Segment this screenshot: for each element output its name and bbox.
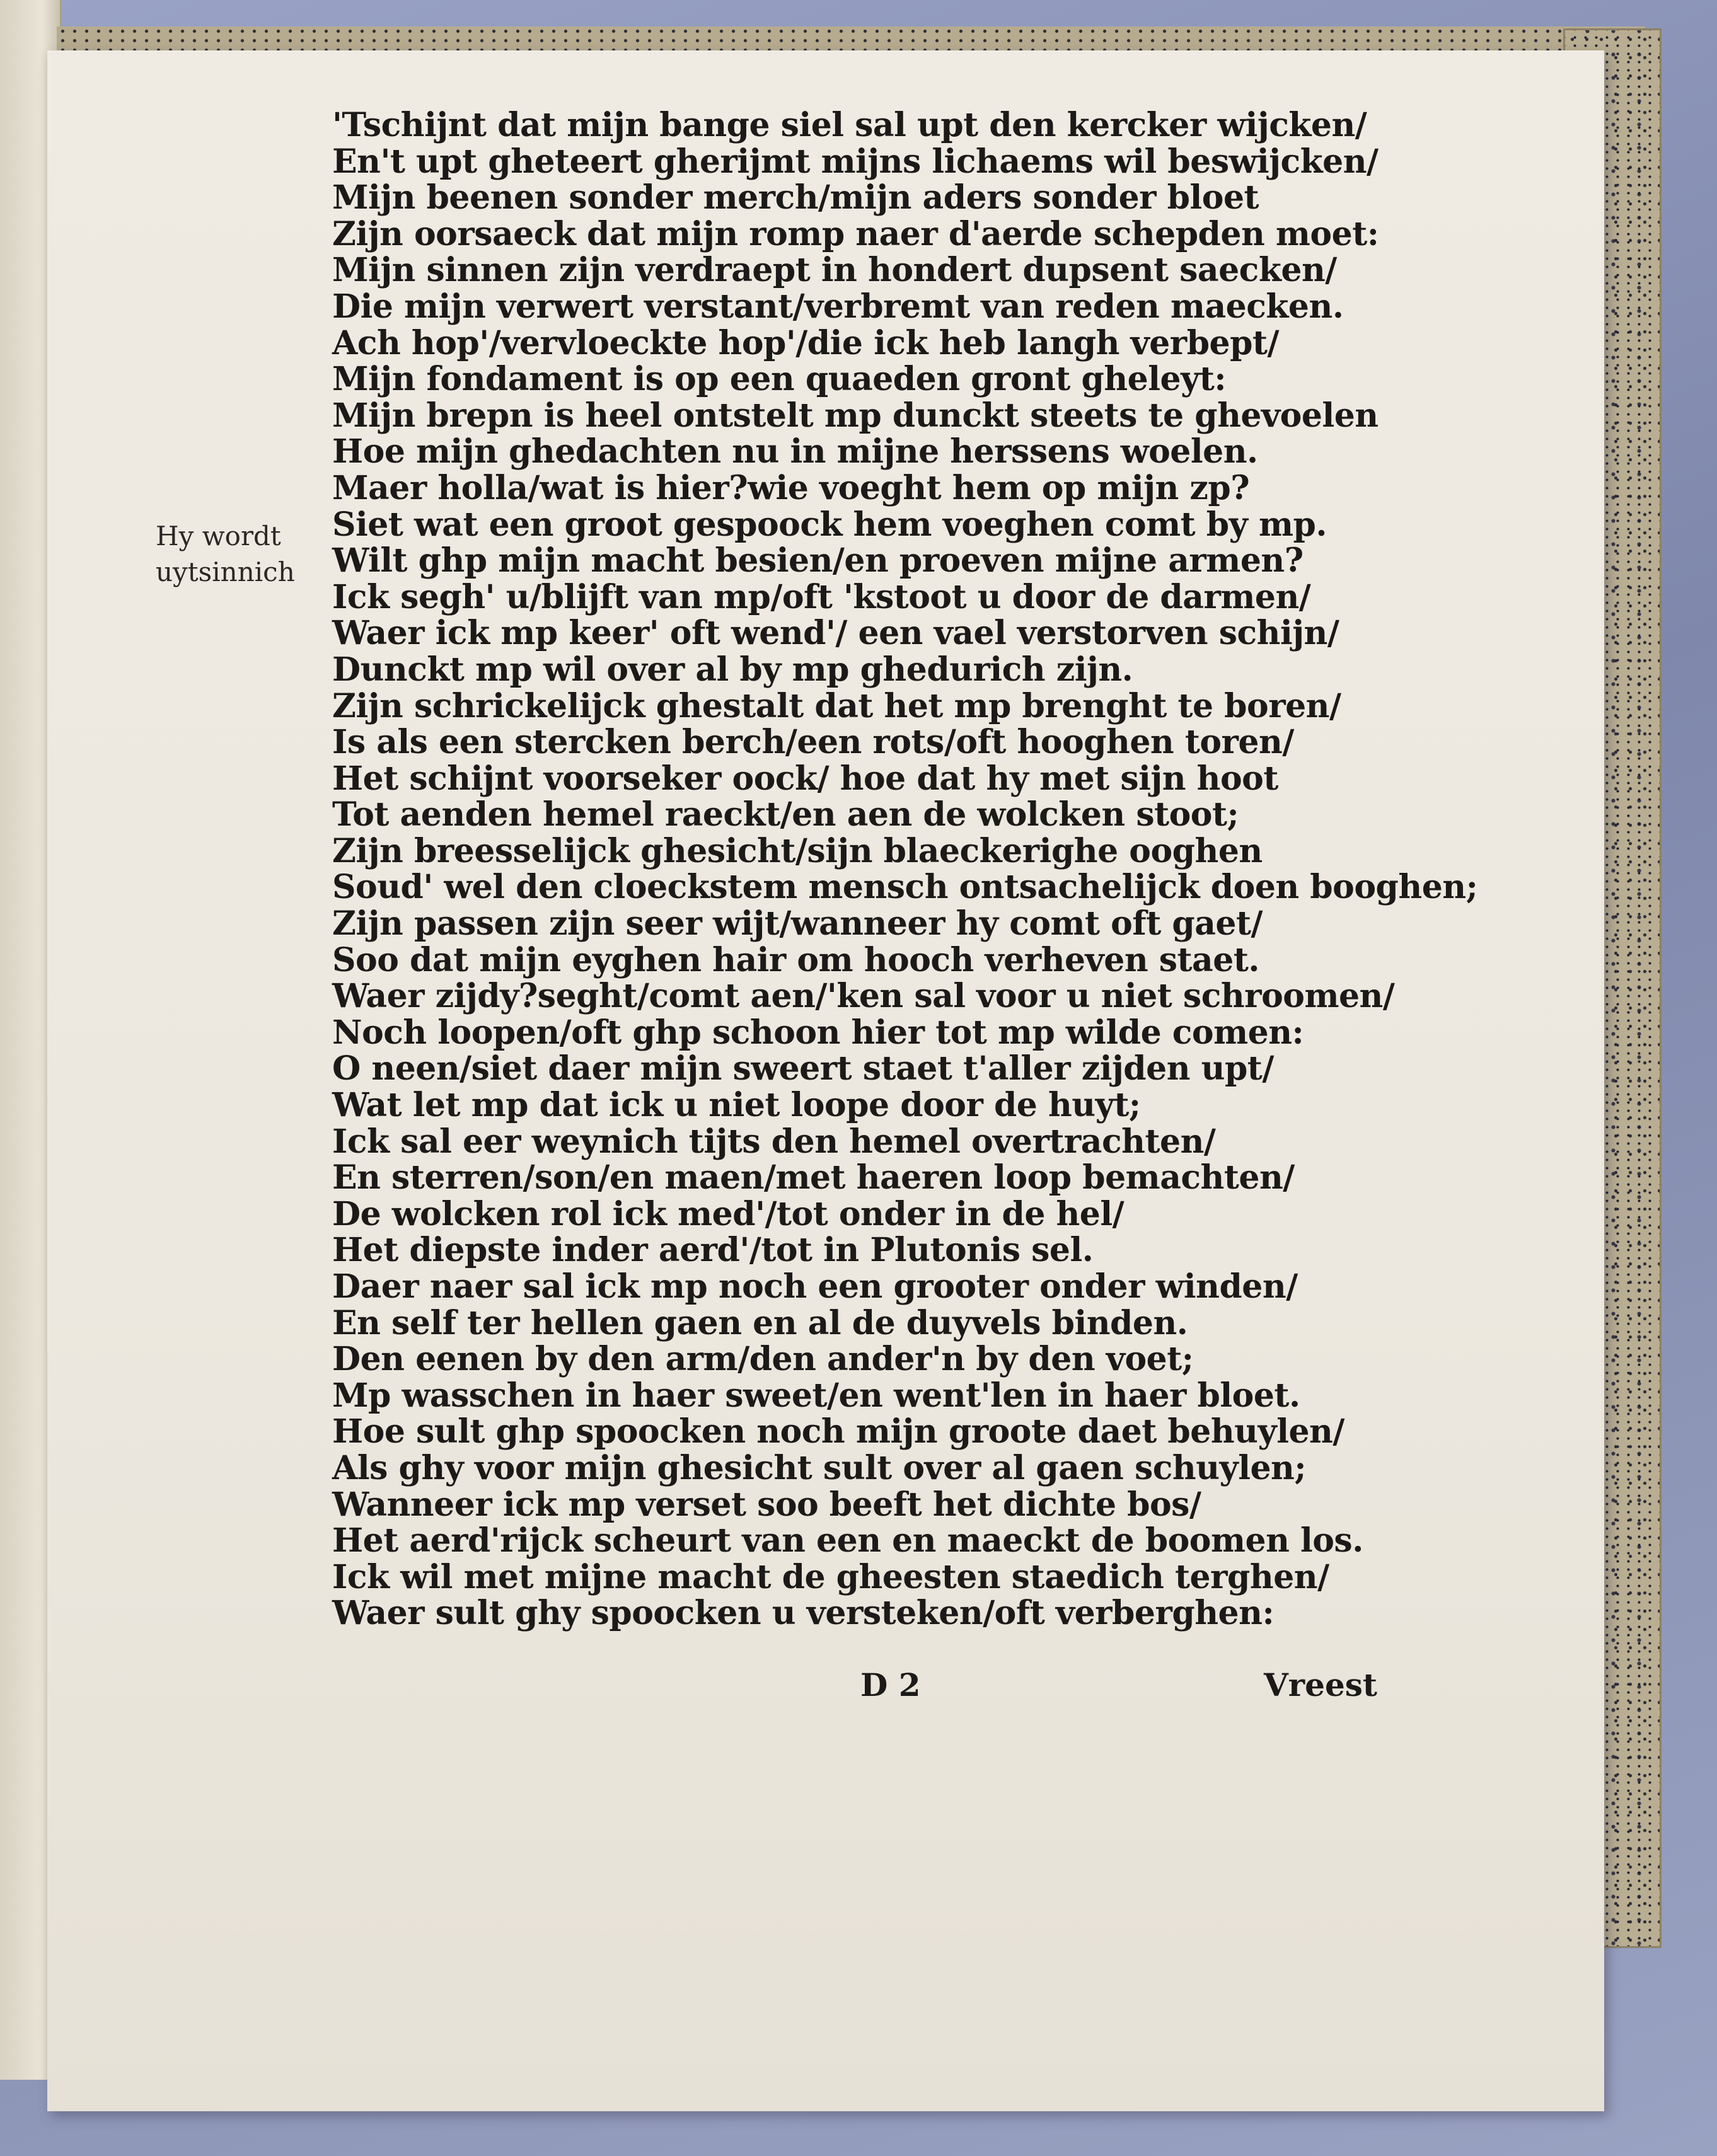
verse-line: Den eenen by den arm/den ander'n by den voet; xyxy=(332,1340,1194,1379)
verse-line: Ach hop'/vervloeckte hop'/die ick heb langh verbept/ xyxy=(332,323,1280,362)
marginal-note-line-2: uytsinnich xyxy=(156,556,295,587)
verse-line: Als ghy voor mijn ghesicht sult over al gaen schuylen; xyxy=(332,1448,1307,1487)
marginal-note xyxy=(156,518,295,590)
verse-line: Zijn breesselijck ghesicht/sijn blaeckerighe ooghen xyxy=(332,831,1263,870)
verse-line: Daer naer sal ick mp noch een grooter onder winden/ xyxy=(332,1267,1298,1306)
verse-line: Mijn brepn is heel ontstelt mp dunckt steets te ghevoelen xyxy=(332,396,1379,435)
verse-line: Ick sal eer weynich tijts den hemel overtrachten/ xyxy=(332,1122,1216,1161)
verse-block xyxy=(332,106,1478,1633)
verse-line: Wilt ghp mijn macht besien/en proeven mijne armen? xyxy=(332,541,1304,580)
verse-line: Mijn sinnen zijn verdraept in hondert dupsent saecken/ xyxy=(332,251,1337,290)
verse-line: En't upt gheteert gherijmt mijns lichaems wil beswijcken/ xyxy=(332,142,1379,181)
verse-line: Is als een stercken berch/een rots/oft hooghen toren/ xyxy=(332,723,1294,762)
verse-line: Dunckt mp wil over al by mp ghedurich zijn. xyxy=(332,650,1133,689)
book-page xyxy=(47,50,1604,2111)
verse-line: Waer zijdy?seght/comt aen/'ken sal voor u niet schroomen/ xyxy=(332,977,1395,1016)
verse-line: Noch loopen/oft ghp schoon hier tot mp wilde comen: xyxy=(332,1013,1304,1052)
verse-line: Zijn schrickelijck ghestalt dat het mp brenght te boren/ xyxy=(332,686,1341,725)
verse-line: En self ter hellen gaen en al de duyvels binden. xyxy=(332,1303,1188,1342)
verse-line: Wat let mp dat ick u niet loope door de huyt; xyxy=(332,1086,1141,1125)
verse-line: Soud' wel den cloeckstem mensch ontsachelijck doen booghen; xyxy=(332,868,1478,907)
verse-line: Hoe sult ghp spoocken noch mijn groote daet behuylen/ xyxy=(332,1412,1344,1451)
verse-line: Het aerd'rijck scheurt van een en maeckt de boomen los. xyxy=(332,1521,1363,1560)
verse-line: Mijn beenen sonder merch/mijn aders sonder bloet xyxy=(332,178,1259,217)
verse-line: Zijn oorsaeck dat mijn romp naer d'aerde schepden moet: xyxy=(332,214,1379,253)
verse-line: De wolcken rol ick med'/tot onder in de hel/ xyxy=(332,1194,1124,1233)
verse-line: Waer ick mp keer' oft wend'/ een vael verstorven schijn/ xyxy=(332,614,1339,653)
verse-line: Die mijn verwert verstant/verbremt van reden maecken. xyxy=(332,287,1344,326)
verse-line: Ick wil met mijne macht de gheesten staedich terghen/ xyxy=(332,1557,1329,1596)
verse-line: Ick segh' u/blijft van mp/oft 'kstoot u door de darmen/ xyxy=(332,577,1311,616)
verse-line: 'Tschijnt dat mijn bange siel sal upt den kercker wijcken/ xyxy=(332,106,1367,144)
verse-line: Wanneer ick mp verset soo beeft het dichte bos/ xyxy=(332,1485,1201,1524)
marginal-note-line-1: Hy wordt xyxy=(156,521,281,551)
verse-line: Het schijnt voorseker oock/ hoe dat hy met sijn hoot xyxy=(332,759,1278,798)
verse-line: Het diepste inder aerd'/tot in Plutonis sel. xyxy=(332,1231,1094,1270)
verse-line: Soo dat mijn eyghen hair om hooch verheven staet. xyxy=(332,940,1259,979)
verse-line: Hoe mijn ghedachten nu in mijne herssens woelen. xyxy=(332,432,1258,471)
verse-line: Tot aenden hemel raeckt/en aen de wolcken stoot; xyxy=(332,795,1239,834)
catchword: Vreest xyxy=(1264,1666,1378,1703)
verse-line: Siet wat een groot gespoock hem voeghen comt by mp. xyxy=(332,505,1327,544)
verse-line: Mp wasschen in haer sweet/en went'len in haer bloet. xyxy=(332,1376,1300,1415)
verse-line: Waer sult ghy spoocken u versteken/oft verberghen: xyxy=(332,1594,1275,1633)
verse-line: Mijn fondament is op een quaeden gront gheleyt: xyxy=(332,360,1227,399)
signature-mark: D 2 xyxy=(860,1666,921,1703)
verse-line: O neen/siet daer mijn sweert staet t'aller zijden upt/ xyxy=(332,1049,1274,1088)
verse-line: En sterren/son/en maen/met haeren loop bemachten/ xyxy=(332,1158,1295,1197)
verse-line: Zijn passen zijn seer wijt/wanneer hy comt oft gaet/ xyxy=(332,904,1263,943)
verse-line: Maer holla/wat is hier?wie voeght hem op mijn zp? xyxy=(332,468,1250,507)
